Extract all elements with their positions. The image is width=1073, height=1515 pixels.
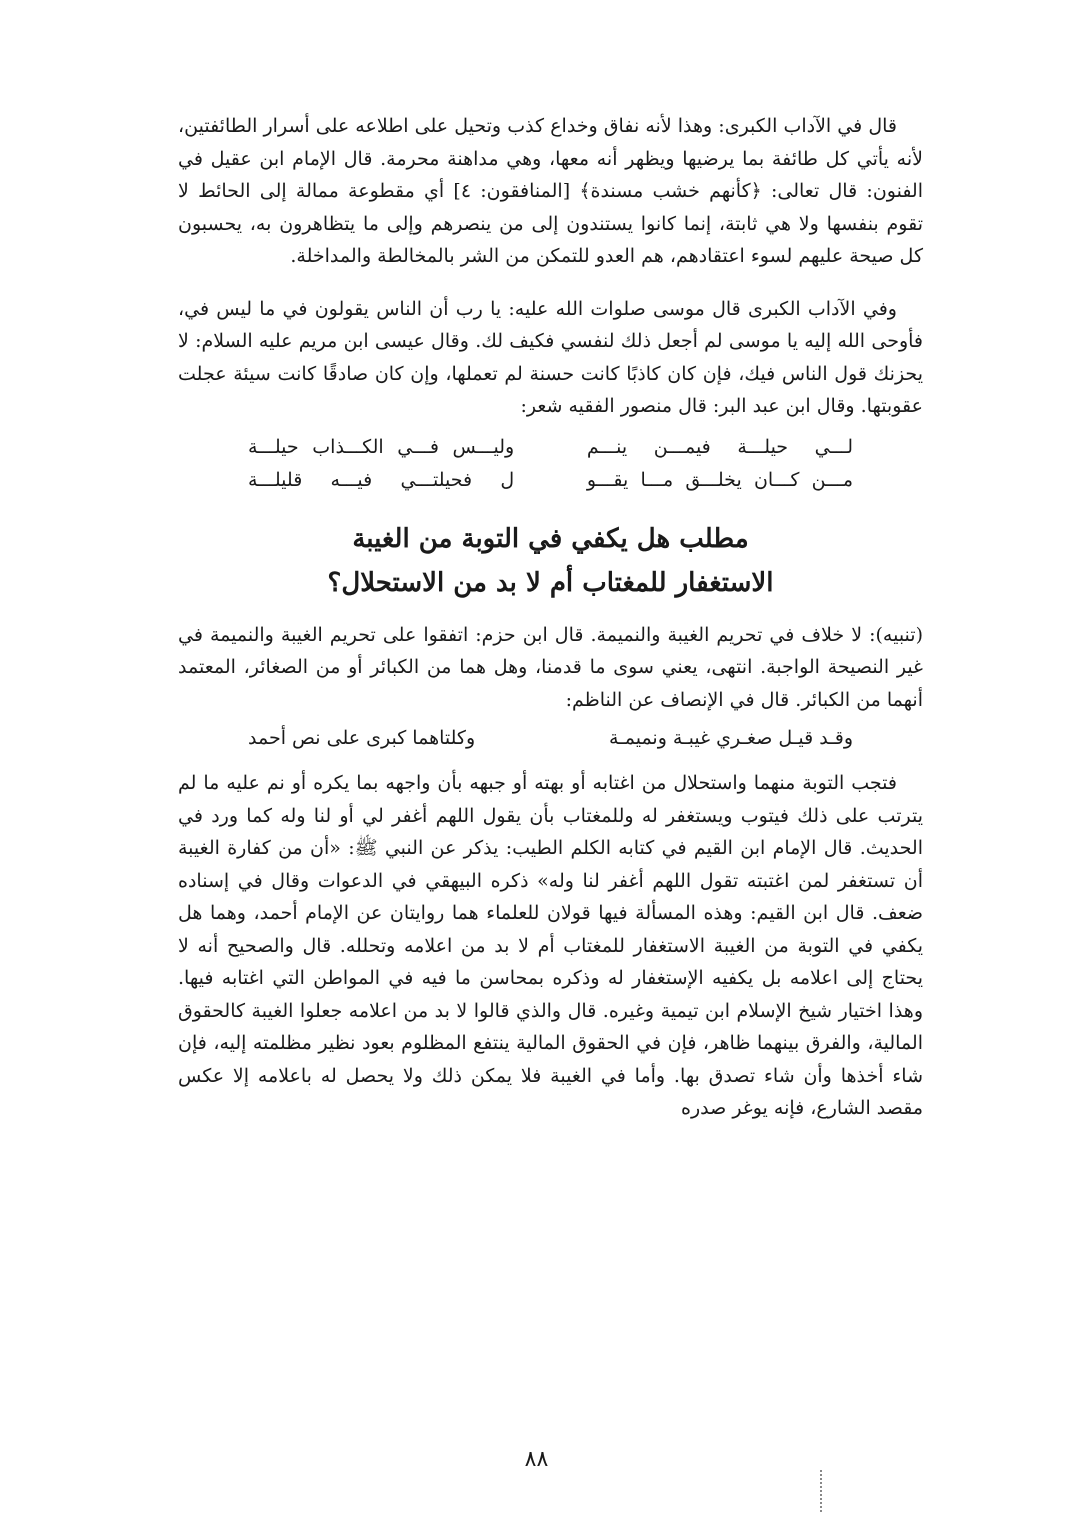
heading-line-2: الاستغفار للمغتاب أم لا بد من الاستحلال؟	[327, 567, 774, 598]
paragraph-musa-isa: وفي الآداب الكبرى قال موسى صلوات الله عليه: يا رب أن الناس يقولون في ما ليس في، فأوحى الله إليه يا موسى لم أجعل ذلك لنفسي فكيف لك. وقال عيسى ابن مريم عليه السلام: لا يحزنك قول الناس فيك، فإن كان كاذبًا كانت حسنة لم تعملها، وإن كان صادقًا كانت سيئة عجلت عقوبتها. وقال ابن عبد البر: قال منصور الفقيه شعر:	[178, 297, 923, 417]
verse-second-hemistich: وليـــس فـــي الكـــذاب حيلـــة	[248, 435, 515, 458]
verse-first-hemistich: لـــي حيلـــة فيمـــن ينـــم	[586, 435, 853, 458]
paragraph-adab-nifaq: قال في الآداب الكبرى: وهذا لأنه نفاق وخداع كذب وتحيل على اطلاعه على أسرار الطائفتين، لأنه يأتي كل طائفة بما يرضيها ويظهر أنه معها، وهي مداهنة محرمة. قال الإمام ابن عقيل في الفنون: قال تعالى: ﴿كأنهم خشب مسندة﴾ [المنافقون: ٤] أي مقطوعة ممالة إلى الحائط لا تقوم بنفسها ولا هي ثابتة، إنما كانوا يستندون إلى من ينصرهم وإلى ما يتظاهرون به، يحسبون كل صيحة عليهم لسوء اعتقادهم، هم العدو للتمكن من الشر بالمخالطة والمداخلة.	[178, 115, 923, 267]
verse-second-hemistich: وكلتاهما كبرى على نص أحمد	[248, 727, 476, 749]
scan-margin-mark	[820, 1470, 824, 1512]
verse-first-hemistich: مـــن كـــان يخلـــق مـــا يقـــو	[586, 468, 853, 491]
poem-verse	[248, 431, 853, 464]
paragraph-tawba: فتجب التوبة منهما واستحلال من اغتابه أو بهته أو جبهه بأن واجهه بما يكره أو نم عليه ما لم يترتب على ذلك فيتوب ويستغفر له وللمغتاب بأن يقول اللهم أغفر لي أو لنا وله كما ورد في الحديث. قال الإمام ابن القيم في كتابه الكلم الطيب: يذكر عن النبي ﷺ: «أن من كفارة الغيبة أن تستغفر لمن اغتبته تقول اللهم أغفر لنا وله» ذكره البيهقي في الدعوات وقال في إسناده ضعف. قال ابن القيم: وهذه المسألة فيها قولان للعلماء هما روايتان عن الإمام أحمد، وهما هل يكفي في التوبة من الغيبة الاستغفار للمغتاب أم لا بد من اعلامه وتحلله. قال والصحيح أنه لا يحتاج إلى اعلامه بل يكفيه الإستغفار له وذكره بمحاسن ما فيه في المواطن التي اغتابه فيها. وهذا اختيار شيخ الإسلام ابن تيمية وغيره. قال والذي قالوا لا بد من اعلامه جعلوا الغيبة كالحقوق المالية، والفرق بينهما ظاهر، فإن في الحقوق المالية ينتفع المظلوم بعود نظير مظلمته إليه، فإن شاء أخذها وأن شاء تصدق بها. وأما في الغيبة فلا يمكن ذلك ولا يحصل له باعلامه إلا عكس مقصد الشارع، فإنه يوغر صدره	[178, 772, 923, 1119]
poem-verse	[248, 464, 853, 497]
poem-nazim	[248, 722, 853, 755]
paragraph-tanbih: (تنبيه): لا خلاف في تحريم الغيبة والنميمة. قال ابن حزم: اتفقوا على تحريم الغيبة والنميمة في غير النصيحة الواجبة. انتهى، يعني سوى ما قدمنا، وهل هما من الكبائر أو من الصغائر، المعتمد أنهما من الكبائر. قال في الإنصاف عن الناظم:	[178, 623, 923, 711]
poem-mansur	[248, 431, 853, 497]
section-heading	[178, 517, 923, 605]
page-number: ٨٨	[524, 1447, 549, 1472]
heading-line-1: مطلب هل يكفي في التوبة من الغيبة	[352, 523, 749, 554]
verse-first-hemistich: وقـد قيـل صغـري غيبـة ونميمـة	[608, 727, 853, 749]
verse-second-hemistich: ل فحيلتـــي فيـــه قليلـــة	[248, 468, 515, 491]
